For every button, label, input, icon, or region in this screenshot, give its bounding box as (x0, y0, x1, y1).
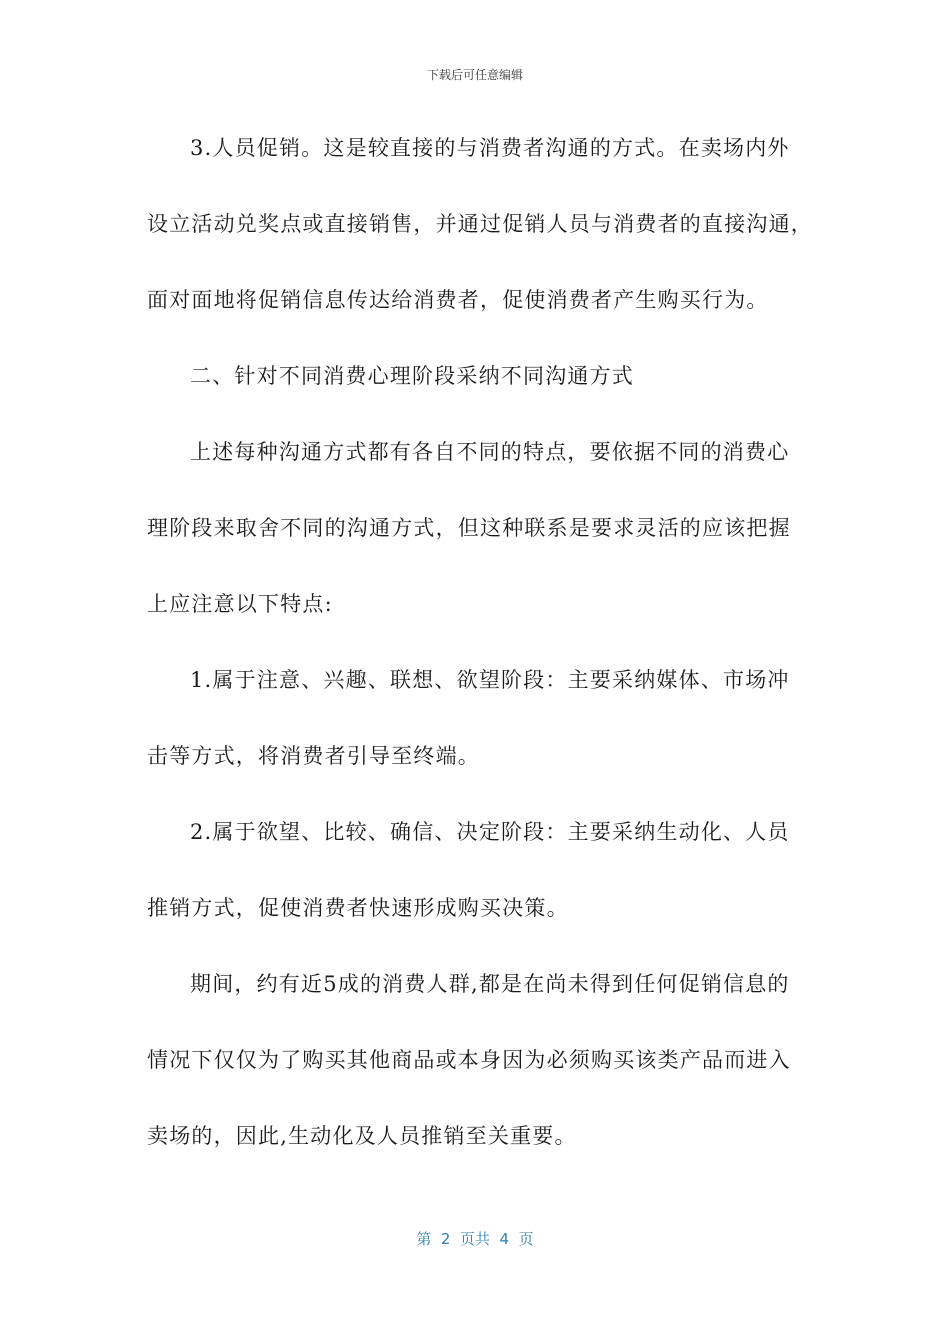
text-line: 情况下仅仅为了购买其他商品或本身因为必须购买该类产品而进入 (147, 1048, 791, 1072)
text-line: 期间，约有近5成的消费人群,都是在尚未得到任何促销信息的 (190, 972, 790, 996)
text-line: 3.人员促销。这是较直接的与消费者沟通的方式。在卖场内外 (190, 136, 790, 160)
text-line: 设立活动兑奖点或直接销售，并通过促销人员与消费者的直接沟通， (147, 212, 813, 236)
text-line: 击等方式，将消费者引导至终端。 (147, 744, 480, 768)
document-body (147, 128, 813, 1192)
page-footer: 第 2 页共 4 页 (416, 1230, 534, 1248)
text-line: 理阶段来取舍不同的沟通方式，但这种联系是要求灵活的应该把握 (147, 516, 791, 540)
text-line: 上应注意以下特点: (147, 592, 333, 616)
text-line: 面对面地将促销信息传达给消费者，促使消费者产生购买行为。 (147, 288, 769, 312)
text-line: 二、针对不同消费心理阶段采纳不同沟通方式 (190, 364, 634, 388)
text-line: 卖场的，因此,生动化及人员推销至关重要。 (147, 1124, 577, 1148)
text-line: 推销方式，促使消费者快速形成购买决策。 (147, 896, 569, 920)
text-line: 1.属于注意、兴趣、联想、欲望阶段：主要采纳媒体、市场冲 (190, 668, 790, 692)
header-note: 下载后可任意编辑 (426, 68, 523, 82)
text-line: 2.属于欲望、比较、确信、决定阶段：主要采纳生动化、人员 (190, 820, 790, 844)
text-line: 上述每种沟通方式都有各自不同的特点，要依据不同的消费心 (190, 440, 790, 464)
